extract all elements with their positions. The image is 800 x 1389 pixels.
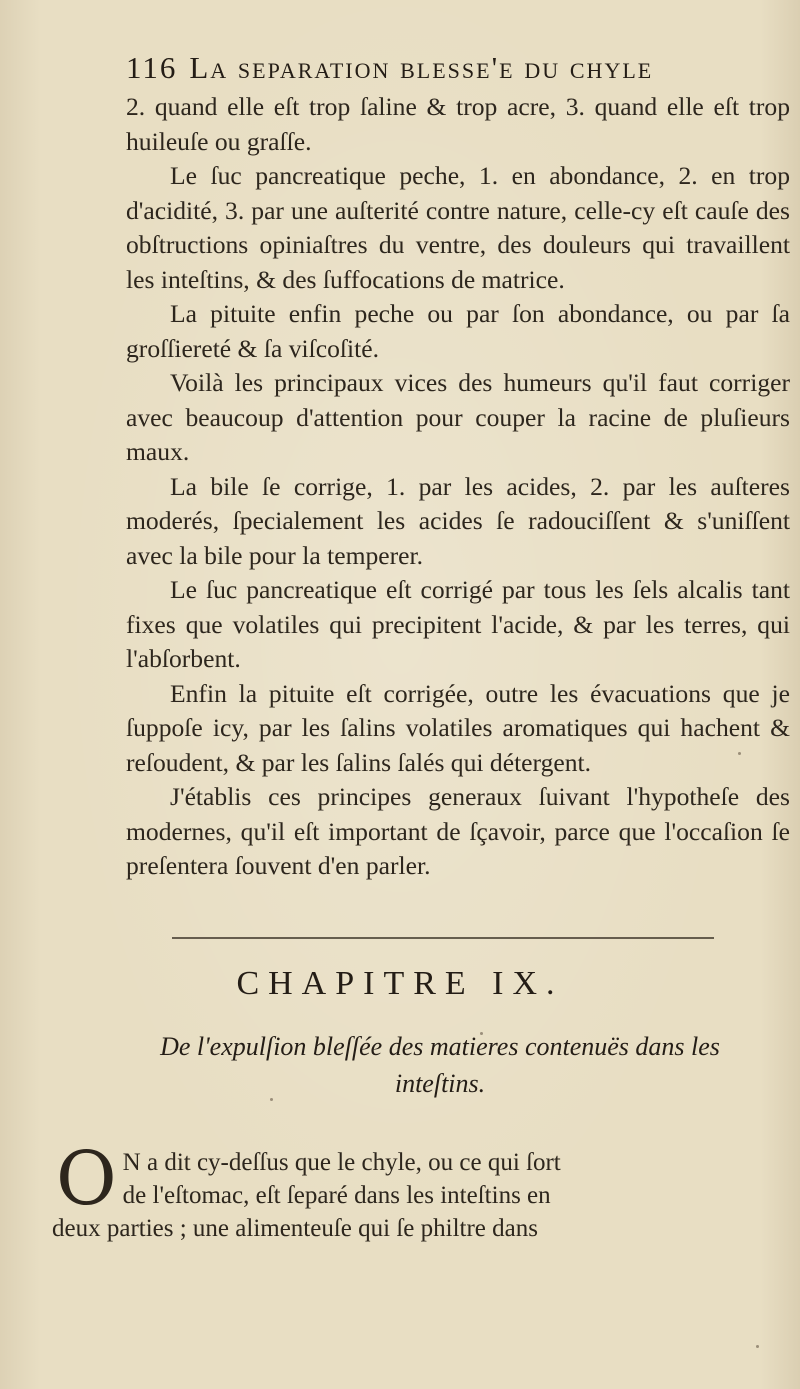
paper-speck (756, 1345, 759, 1348)
paragraph-8: J'établis ces principes generaux ſuivant l'hypotheſe des modernes, qu'il eſt important de ſçavoir, parce que l'occaſion ſe preſentera ſouvent d'en parler. (126, 782, 790, 880)
paragraph-6: Le ſuc pancreatique eſt corrigé par tous les ſels alcalis tant fixes que volatiles qui precipitent l'acide, & par les terres, qui l'abſorbent. (126, 575, 790, 673)
paragraph-3: La pituite enfin peche ou par ſon abondance, ou par ſa groſſiereté & ſa viſcoſité. (126, 299, 790, 363)
page-number: 116 (126, 50, 178, 85)
chapter-line-3: deux parties ; une alimenteuſe qui ſe philtre dans (52, 1215, 538, 1242)
chapter-title: CHAPITRE IX. (236, 965, 564, 1002)
paper-speck (270, 1098, 273, 1101)
drop-cap: O (56, 1136, 117, 1222)
body-text (126, 90, 790, 884)
chapter-opening (52, 1136, 792, 1286)
paragraph-4: Voilà les principaux vices des humeurs qu'il faut corriger avec beaucoup d'attention pour couper la racine de pluſieurs maux. (126, 368, 790, 466)
running-title: La separation blesse'e du chyle (189, 50, 654, 85)
chapter-subtitle: De l'expulſion bleſſée des matieres contenuës dans les inteſtins. (160, 1032, 720, 1098)
chapter-line-2: de l'eſtomac, eſt ſeparé dans les inteſtins en (122, 1182, 551, 1209)
paragraph-2: Le ſuc pancreatique peche, 1. en abondance, 2. en trop d'acidité, 3. par une auſterité contre nature, celle-cy eſt cauſe des obſtructions opiniaſtres du ventre, des douleurs qui travaillent les inteſtins, & des ſuffocations de matrice. (126, 161, 790, 294)
paragraph-5: La bile ſe corrige, 1. par les acides, 2. par les auſteres moderés, ſpecialement les acides ſe radouciſſent & s'uniſſent avec la bile pour la temperer. (126, 471, 790, 570)
chapter-line-1: N a dit cy-deſſus que le chyle, ou ce qui ſort (122, 1149, 561, 1176)
paper-speck (738, 752, 741, 755)
paper-speck (480, 1032, 483, 1035)
paragraph-7: Enfin la pituite eſt corrigée, outre les évacuations que je ſuppoſe icy, par les ſalins volatiles aromatiques qui hachent & reſoudent, & par les ſalins ſalés qui détergent. (126, 678, 790, 777)
section-divider (172, 937, 714, 939)
paragraph-1: 2. quand elle eſt trop ſaline & trop acre, 3. quand elle eſt trop huileuſe ou graſſe. (126, 92, 790, 156)
running-head (126, 50, 776, 86)
